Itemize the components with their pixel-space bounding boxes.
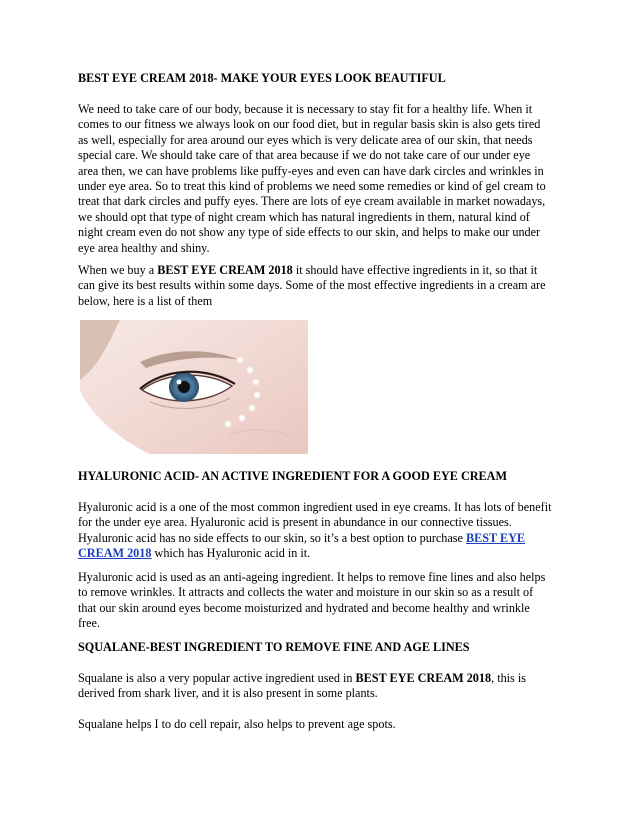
text-line: special care. We should take care of that area because if we do not take care of our under eye (78, 148, 531, 163)
text-line: Hyaluronic acid is used as an anti-ageing ingredient. It helps to remove fine lines and also helps (78, 570, 546, 584)
text-line: to remove wrinkles. It attracts and collects the water and moisture in our skin so as a result of (78, 585, 534, 600)
text-line: Hyaluronic acid is a one of the most common ingredient used in eye creams. It has lots of benefit (78, 500, 552, 514)
text-line: under eye area. So to treat this kind of problems we need some remedies or kind of gel cream to (78, 179, 546, 194)
text-fragment: it should have effective ingredients in it, so that it (292, 263, 538, 277)
best-eye-cream-link[interactable]: BEST EYE (466, 530, 526, 545)
text-line: derived from shark liver, and it is also present in some plants. (78, 686, 378, 701)
text-line: area then, we can have problems like puffy-eyes and even can have dark circles and wrinkles in (78, 163, 544, 178)
text-line: treat that dark circles and puffy eyes. There are lots of eye cream available in market nowadays, (78, 194, 546, 209)
emphasis-product-name: BEST EYE CREAM 2018 (157, 263, 293, 277)
squalane-paragraph-2: Squalane helps I to do cell repair, also helps to prevent age spots. (78, 717, 396, 731)
text-line: eye area healthy and shiny. (78, 240, 210, 255)
squalane-paragraph-1 (78, 671, 560, 702)
buy-paragraph (78, 263, 560, 309)
text-line: below, here is a list of them (78, 293, 213, 308)
text-line (78, 263, 560, 278)
best-eye-cream-link-continued[interactable]: CREAM 2018 (78, 546, 152, 561)
text-line: comes to our fitness we always look on our food diet, but in regular basis skin is also gets tired (78, 117, 541, 132)
text-line (78, 531, 560, 546)
hyaluronic-paragraph-2 (78, 570, 560, 632)
text-line: free. (78, 616, 100, 631)
woman-eye-cream-illustration (80, 320, 308, 454)
text-line: that our skin around eyes become moisturized and hydrated and become healthy and wrinkle (78, 600, 530, 615)
text-line: night cream even do not show any type of side effects to our skin, and helps to make our under (78, 225, 541, 240)
text-line (78, 671, 560, 686)
text-line: We need to take care of our body, because it is necessary to stay fit for a healthy life. When it (78, 102, 533, 116)
section-heading-squalane: SQUALANE-BEST INGREDIENT TO REMOVE FINE AND AGE LINES (78, 640, 470, 654)
text-fragment: Squalane is also a very popular active ingredient used in (78, 671, 356, 685)
text-fragment: Hyaluronic acid has no side effects to our skin, so it’s a best option to purchase (78, 530, 466, 545)
section-heading-hyaluronic: HYALURONIC ACID- AN ACTIVE INGREDIENT FOR A GOOD EYE CREAM (78, 469, 507, 483)
text-line: can give its best results within some days. Some of the most effective ingredients in a cream are (78, 278, 546, 293)
text-fragment: , this is (491, 671, 526, 685)
page-title: BEST EYE CREAM 2018- MAKE YOUR EYES LOOK BEAUTIFUL (78, 71, 446, 85)
text-fragment: When we buy a (78, 263, 158, 277)
text-fragment: which has Hyaluronic acid in it. (151, 546, 311, 561)
text-line (78, 546, 560, 561)
text-line: as well, especially for area around our eyes which is very delicate area of our skin, that needs (78, 132, 533, 147)
text-line: we should opt that type of night cream which has natural ingredients in them, natural kind of (78, 209, 530, 224)
text-line: for the under eye area. Hyaluronic acid is present in abundance in our connective tissues. (78, 515, 512, 530)
hyaluronic-paragraph-1 (78, 500, 560, 562)
emphasis-product-name: BEST EYE CREAM 2018 (355, 671, 492, 685)
intro-paragraph (78, 102, 560, 256)
eye-cream-photo (80, 320, 308, 454)
